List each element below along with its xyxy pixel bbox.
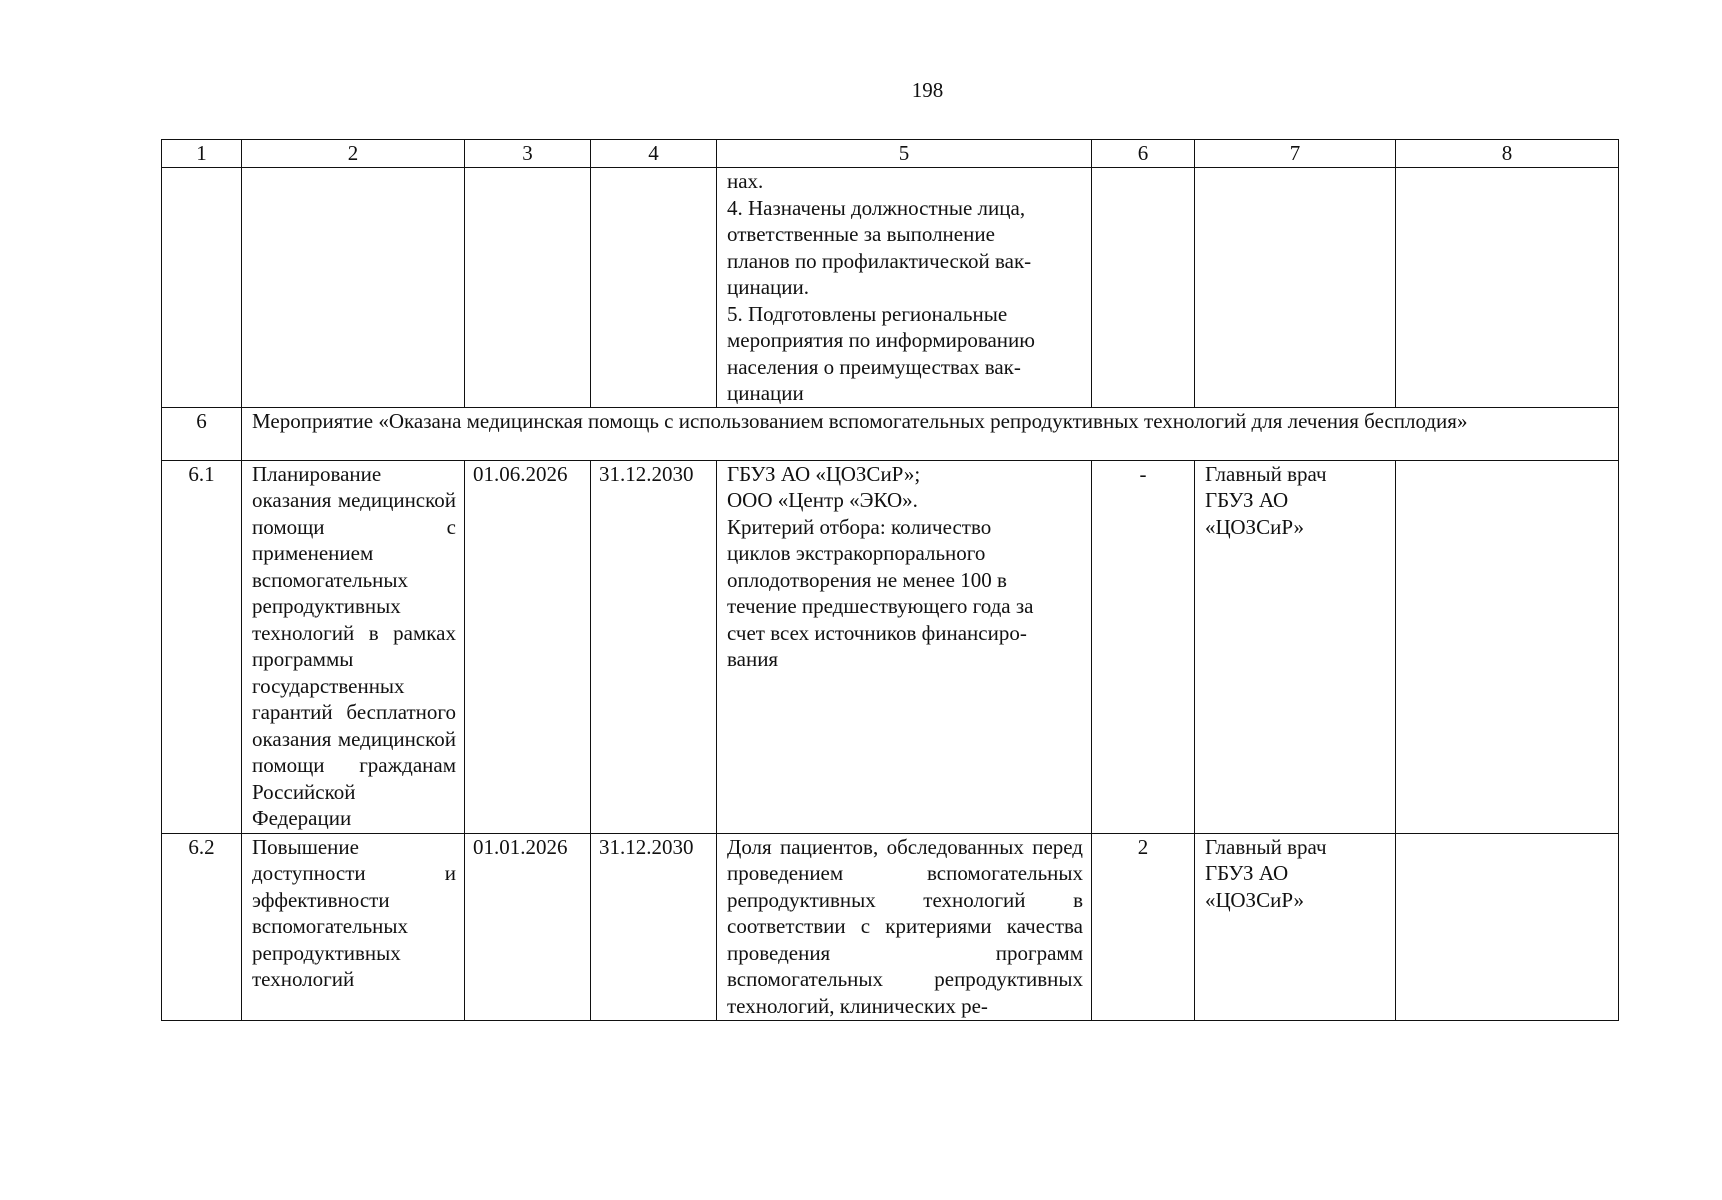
text-line: Критерий отбора: количество — [727, 514, 992, 539]
text-line: ООО «Центр «ЭКО». — [727, 488, 918, 512]
table-cell — [162, 168, 242, 408]
text-line: цинации. — [727, 275, 810, 299]
table-row-event — [162, 407, 1619, 460]
column-number: 8 — [1396, 140, 1619, 168]
text-line: ГБУЗ АО — [1205, 488, 1289, 512]
task-name: Повышение доступности и эффективности вспомогательных репродуктивных технологий — [242, 833, 465, 1020]
text-line: течение предшествующего года за — [727, 594, 1034, 618]
row-number: 6.2 — [162, 833, 242, 1020]
text-line: оплодотворения не менее 100 в — [727, 567, 1007, 592]
event-title: Мероприятие «Оказана медицинская помощь с использованием вспомогательных репродуктивных технологий для лечения бесплодия» — [242, 407, 1619, 460]
result-cell — [717, 460, 1092, 833]
table-row — [162, 833, 1619, 1020]
indicator-value: - — [1092, 460, 1195, 833]
column-number: 1 — [162, 140, 242, 168]
row-number: 6 — [162, 407, 242, 460]
text-line: ГБУЗ АО — [1205, 861, 1289, 885]
table-cell — [1195, 168, 1396, 408]
column-number: 2 — [242, 140, 465, 168]
text-line: «ЦОЗСиР» — [1205, 887, 1305, 912]
task-name: Планирование оказания медицинской помощи с применением вспомогательных репродуктивных технологий в рамках программы государственных гарантий бесплатного оказания медицинской помощи гражданам Российской Федерации — [242, 460, 465, 833]
table-cell — [1092, 168, 1195, 408]
end-date: 31.12.2030 — [591, 460, 717, 833]
text-line: Главный врач — [1205, 834, 1327, 859]
responsible-cell — [1195, 460, 1396, 833]
column-number: 6 — [1092, 140, 1195, 168]
start-date: 01.06.2026 — [465, 460, 591, 833]
column-number: 5 — [717, 140, 1092, 168]
page-number: 198 — [911, 78, 944, 102]
indicator-value: 2 — [1092, 833, 1195, 1020]
start-date: 01.01.2026 — [465, 833, 591, 1020]
table-cell — [242, 168, 465, 408]
table-cell — [465, 168, 591, 408]
text-line: 4. Назначены должностные лица, — [727, 195, 1026, 220]
text-line: мероприятия по информированию — [727, 328, 1035, 352]
text-line: ГБУЗ АО «ЦОЗСиР»; — [727, 461, 921, 486]
plan-table — [161, 139, 1619, 1021]
text-line: планов по профилактической вак- — [727, 248, 1032, 273]
table-cell — [1396, 168, 1619, 408]
row-number: 6.1 — [162, 460, 242, 833]
table-cell — [591, 168, 717, 408]
note-cell — [1396, 460, 1619, 833]
text-line: счет всех источников финансиро- — [727, 620, 1027, 645]
column-number-row — [162, 140, 1619, 168]
end-date: 31.12.2030 — [591, 833, 717, 1020]
column-number: 7 — [1195, 140, 1396, 168]
text-line: «ЦОЗСиР» — [1205, 514, 1305, 539]
responsible-cell — [1195, 833, 1396, 1020]
text-line: ответственные за выполнение — [727, 222, 995, 246]
result-cell: Доля пациентов, обследованных перед проведением вспомогательных репродуктивных технологий в соответствии с критериями качества проведения программ вспомогательных репродуктивных технологий, клинических ре- — [717, 833, 1092, 1020]
text-line: циклов экстракорпорального — [727, 541, 986, 565]
text-line: вания — [727, 647, 779, 671]
column-number: 4 — [591, 140, 717, 168]
text-line: 5. Подготовлены региональные — [727, 301, 1008, 326]
text-line: нах. — [727, 169, 764, 193]
note-cell — [1396, 833, 1619, 1020]
result-cell — [717, 168, 1092, 408]
table-row — [162, 460, 1619, 833]
text-line: Главный врач — [1205, 461, 1327, 486]
column-number: 3 — [465, 140, 591, 168]
text-line: цинации — [727, 381, 804, 405]
table-row-continuation — [162, 168, 1619, 408]
text-line: населения о преимуществах вак- — [727, 354, 1021, 379]
